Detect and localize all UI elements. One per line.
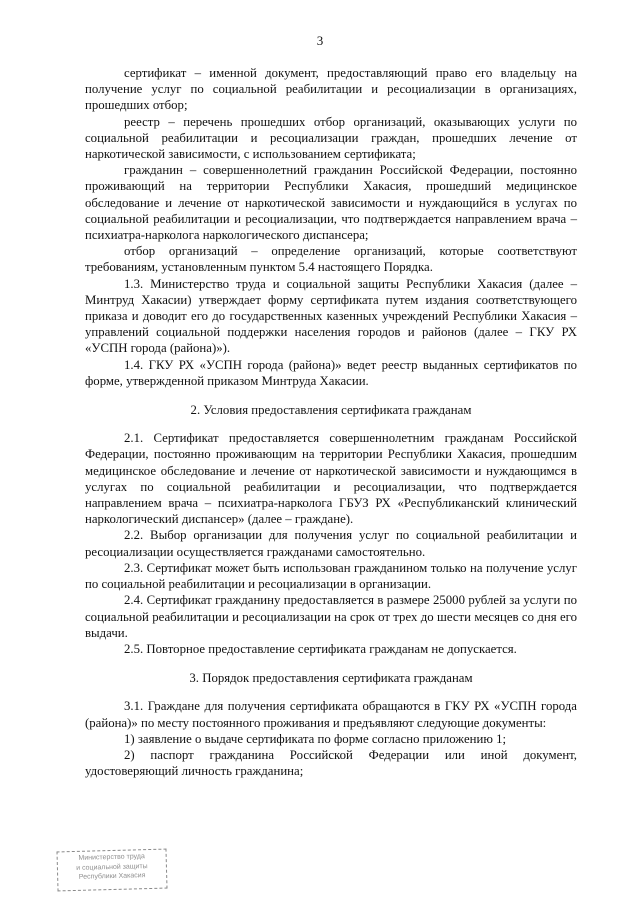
clause-3-1-item-2: 2) паспорт гражданина Российской Федерации или иной документ, удостоверяющий личность гражданина; (85, 747, 577, 779)
clause-2-1: 2.1. Сертификат предоставляется совершеннолетним гражданам Российской Федерации, постоянно проживающим на территории Республики Хакасия, прошедшим медицинское обследование и лечение от наркотической зависимости и нуждающимся в услугах по социальной реабилитации и ресоциализации, что подтверждается направлением врача – психиатра-нарколога ГБУЗ РХ «Республиканский клинический наркологический диспансер» (далее – граждане). (85, 431, 577, 527)
clause-2-4: 2.4. Сертификат гражданину предоставляется в размере 25000 рублей за услуги по социальной реабилитации и ресоциализации на срок от трех до шести месяцев со дня его выдачи. (85, 593, 577, 640)
definition-certificate: сертификат – именной документ, предоставляющий право его владельцу на получение услуг по социальной реабилитации и ресоциализации в организациях, прошедших отбор; (85, 66, 577, 113)
section-2-heading: 2. Условия предоставления сертификата гражданам (190, 403, 472, 418)
document-body (85, 65, 577, 779)
stamp-line: Республики Хакасия (78, 872, 146, 881)
registration-stamp (56, 849, 167, 892)
clause-1-4: 1.4. ГКУ РХ «УСПН города (района)» ведет реестр выданных сертификатов по форме, утвержденной приказом Минтруда Хакасии. (85, 357, 577, 388)
page-number: 3 (316, 33, 324, 48)
definition-registry: реестр – перечень прошедших отбор организаций, оказывающих услуги по социальной реабилитации и ресоциализации граждан, прошедших лечение от наркотической зависимости, с использованием сертификата; (85, 114, 577, 162)
stamp-line: Министерство труда (78, 853, 145, 862)
clause-3-1: 3.1. Граждане для получения сертификата обращаются в ГКУ РХ «УСПН города (района)» по месту постоянного проживания и предъявляют следующие документы: (85, 699, 577, 730)
clause-2-2: 2.2. Выбор организации для получения услуг по социальной реабилитации и ресоциализации осуществляется гражданами самостоятельно. (85, 528, 577, 559)
clause-2-3: 2.3. Сертификат может быть использован гражданином только на получение услуг по социальной реабилитации и ресоциализации в организации. (85, 560, 577, 592)
section-3-heading: 3. Порядок предоставления сертификата гражданам (189, 671, 473, 686)
definition-selection: отбор организаций – определение организаций, которые соответствуют требованиям, установленным пунктом 5.4 настоящего Порядка. (85, 244, 577, 275)
clause-2-5: 2.5. Повторное предоставление сертификата гражданам не допускается. (124, 641, 517, 656)
stamp-line: и социальной защиты (76, 862, 148, 872)
definition-citizen: гражданин – совершеннолетний гражданин Российской Федерации, постоянно проживающий на территории Республики Хакасия, прошедший медицинское обследование и лечение от наркотической зависимости и нуждающийся в услугах по социальной реабилитации и ресоциализации, что подтверждается направлением врача – психиатра-нарколога наркологического диспансера; (85, 163, 577, 243)
clause-1-3: 1.3. Министерство труда и социальной защиты Республики Хакасия (далее – Минтруд Хакасии) утверждает форму сертификата путем издания соответствующего приказа и доводит его до государственных казенных учреждений Республики Хакасия – управлений социальной поддержки населения городов и районов (далее – ГКУ РХ «УСПН города (района)»). (85, 276, 577, 356)
clause-3-1-item-1: 1) заявление о выдаче сертификата по форме согласно приложению 1; (124, 731, 507, 746)
